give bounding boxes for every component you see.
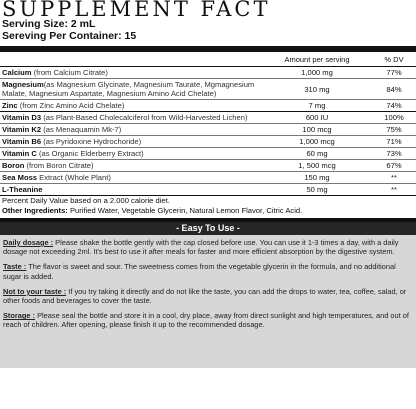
nutrient-cell [2, 113, 262, 122]
dv-column-header: % DV [384, 54, 404, 64]
table-row [0, 112, 416, 124]
storage-paragraph [3, 311, 413, 329]
instructions-panel [0, 235, 416, 368]
nutrient-dv: 74% [386, 101, 402, 110]
nutrient-name: Vitamin C [2, 149, 37, 158]
nutrient-dv: 84% [386, 84, 402, 94]
nutrient-amount: 7 mg [308, 101, 326, 110]
nutrient-amount: 150 mg [304, 173, 330, 182]
taste-paragraph [3, 262, 413, 280]
nutrient-name: Magnesium [2, 80, 44, 89]
table-row [0, 67, 416, 79]
nutrient-name: Vitamin D3 [2, 113, 42, 122]
nutrient-table [0, 67, 416, 196]
nutrient-dv: 67% [386, 161, 402, 170]
nutrient-detail: (from Zinc Amino Acid Chelate) [17, 101, 125, 110]
nutrient-detail: (as Pyridoxine Hydrochoride) [41, 137, 142, 146]
taste-label: Taste : [3, 262, 27, 272]
nutrient-name: Vitamin B6 [2, 137, 42, 146]
nutrient-detail: (as Organic Elderberry Extract) [36, 149, 144, 158]
easy-to-use-banner: - Easy To Use - [0, 222, 416, 235]
storage-text: Please seal the bottle and store it in a cool, dry place, away from direct sunlight and high temperatures, and out of reach of children. After opening, please finish it up to the recommended dosage. [3, 311, 409, 330]
nutrient-name: L-Theanine [2, 185, 43, 194]
daily-dosage-paragraph [3, 238, 413, 256]
nutrient-amount: 60 mg [306, 149, 328, 158]
table-row [0, 100, 416, 112]
nutrient-amount: 100 mcg [302, 125, 332, 134]
nutrient-cell [2, 125, 262, 134]
nutrient-name: Sea Moss [2, 173, 38, 182]
nutrient-name: Calcium [2, 68, 32, 77]
table-row [0, 148, 416, 160]
nutrient-dv: 100% [384, 113, 404, 122]
table-header [0, 52, 416, 67]
not-to-taste-paragraph [3, 287, 413, 305]
nutrient-dv: 77% [386, 68, 402, 77]
nutrient-detail: (as Magnesium Glycinate, Magnesium Taurate, Mgmagnesium Malate, Magnesium Aspartate, Magnesium Amino Acid Chelate) [2, 80, 255, 98]
table-row [0, 172, 416, 184]
nutrient-cell [2, 173, 262, 182]
nutrient-cell [2, 101, 262, 110]
storage-label: Storage : [3, 311, 36, 321]
table-row [0, 160, 416, 172]
nutrient-name: Zinc [2, 101, 18, 110]
table-row [0, 124, 416, 136]
table-row [0, 184, 416, 196]
nutrient-cell [2, 149, 262, 158]
nutrient-dv: ** [391, 185, 397, 194]
nutrient-detail: (as Menaquamin Mk-7) [41, 125, 122, 134]
nutrient-dv: ** [391, 173, 397, 182]
other-ingredients-text: Purified Water, Vegetable Glycerin, Natural Lemon Flavor, Citric Acid. [67, 206, 303, 215]
nutrient-amount: 310 mg [304, 84, 330, 94]
nutrient-cell [2, 68, 262, 77]
nutrient-amount: 1, 500 mcg [298, 161, 336, 170]
nutrient-detail: (as Plant-Based Cholecalciferol from Wild-Harvested Lichen) [41, 113, 248, 122]
table-row [0, 136, 416, 148]
nutrient-amount: 1,000 mg [301, 68, 333, 77]
nutrient-cell [2, 137, 262, 146]
servings-per-container: Sereving Per Container: 15 [2, 30, 137, 42]
nutrient-amount: 50 mg [306, 185, 328, 194]
serving-size: Serving Size: 2 mL [2, 18, 96, 30]
nutrient-dv: 71% [386, 137, 402, 146]
daily-dosage-text: Please shake the bottle gently with the cap closed before use. You can use it 1-3 times a day, with a daily dosage not exceeding 2ml. It's best to use it after meals for faster and more efficient absorption by the digestive system. [3, 238, 399, 257]
daily-dosage-label: Daily dosage : [3, 238, 54, 247]
amount-column-header: Amount per serving [284, 54, 350, 64]
nutrient-cell [2, 161, 262, 170]
daily-value-note: Percent Daily Value based on a 2.000 calorie diet. [2, 196, 170, 205]
nutrient-detail: (from Calcium Citrate) [31, 68, 108, 77]
not-to-taste-label: Not to your taste : [3, 286, 67, 296]
nutrient-name: Boron [2, 161, 25, 170]
label-title: SUPPLEMENT FACT [2, 0, 271, 18]
nutrient-dv: 75% [386, 125, 402, 134]
nutrient-amount: 1,000 mcg [299, 137, 335, 146]
nutrient-dv: 73% [386, 149, 402, 158]
nutrient-detail: Extract (Whole Plant) [37, 173, 111, 182]
other-ingredients-label: Other Ingredients: [2, 206, 68, 215]
table-row [0, 79, 416, 100]
not-to-taste-text: If you try taking it directly and do not like the taste, you can add the drops to water, tea, coffee, salad, or other foods and beverages to cover the taste. [3, 286, 407, 306]
taste-text: The flavor is sweet and sour. The sweetness comes from the vegetable glycerin in the formula, and no additional sugar is added. [3, 262, 396, 281]
nutrient-cell [2, 80, 262, 98]
nutrient-amount: 600 IU [305, 113, 329, 122]
other-ingredients [0, 206, 416, 216]
nutrient-detail: (from Boron Citrate) [24, 161, 94, 170]
nutrient-cell [2, 185, 262, 194]
nutrient-name: Vitamin K2 [2, 125, 42, 134]
